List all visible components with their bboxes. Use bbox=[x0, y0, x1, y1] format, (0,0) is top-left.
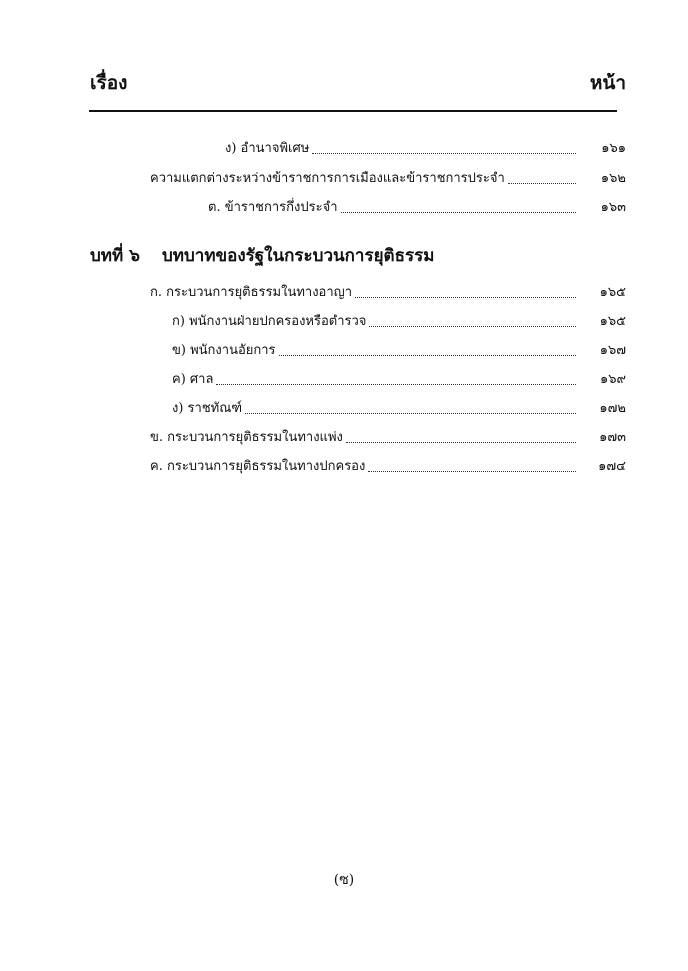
chapter-title: บทบาทของรัฐในกระบวนการยุติธรรม bbox=[162, 246, 435, 266]
toc-entry-page: ๑๗๔ bbox=[598, 459, 626, 474]
header-page-label: หน้า bbox=[589, 72, 626, 94]
dot-leader bbox=[245, 413, 576, 414]
chapter-heading bbox=[90, 243, 434, 269]
toc-entry-page: ๑๖๕ bbox=[599, 285, 626, 300]
toc-entry-label: ข) พนักงานอัยการ bbox=[172, 343, 276, 358]
header-divider bbox=[89, 110, 617, 112]
dot-leader bbox=[279, 355, 576, 356]
dot-leader bbox=[346, 442, 576, 443]
toc-entry-label: ค) ศาล bbox=[172, 372, 214, 387]
toc-entry-label: ง) ราชทัณฑ์ bbox=[172, 401, 243, 416]
dot-leader bbox=[341, 212, 576, 213]
dot-leader bbox=[369, 326, 576, 327]
toc-entry-label: ก. กระบวนการยุติธรรมในทางอาญา bbox=[150, 285, 353, 300]
toc-entry-page: ๑๖๑ bbox=[601, 141, 626, 156]
toc-entry bbox=[150, 166, 626, 188]
dot-leader bbox=[355, 297, 576, 298]
toc-entry-label: ค. กระบวนการยุติธรรมในทางปกครอง bbox=[150, 459, 366, 474]
toc-entry bbox=[150, 425, 626, 447]
header-subject-label: เรื่อง bbox=[90, 72, 128, 94]
toc-entry bbox=[172, 309, 626, 331]
toc-entry-page: ๑๖๒ bbox=[600, 171, 626, 186]
dot-leader bbox=[216, 384, 576, 385]
toc-entry bbox=[225, 136, 626, 158]
chapter-number: บทที่ ๖ bbox=[90, 246, 140, 266]
toc-entry bbox=[172, 338, 626, 360]
toc-entry-page: ๑๖๕ bbox=[599, 314, 626, 329]
toc-entry-page: ๑๗๒ bbox=[599, 401, 626, 416]
toc-entry bbox=[172, 396, 626, 418]
toc-entry-label: ก) พนักงานฝ่ายปกครองหรือตำรวจ bbox=[172, 314, 367, 329]
toc-entry-page: ๑๗๓ bbox=[599, 430, 626, 445]
toc-entry-page: ๑๖๗ bbox=[599, 343, 626, 358]
toc-entry-page: ๑๖๙ bbox=[599, 372, 626, 387]
dot-leader bbox=[312, 153, 576, 154]
page-number: (ซ) bbox=[333, 872, 355, 888]
toc-entry-label: ง) อำนาจพิเศษ bbox=[225, 141, 310, 156]
dot-leader bbox=[508, 183, 576, 184]
toc-entry bbox=[150, 454, 626, 476]
toc-entry bbox=[150, 280, 626, 302]
toc-entry-label: ข. กระบวนการยุติธรรมในทางแพ่ง bbox=[150, 430, 343, 445]
toc-entry bbox=[172, 367, 626, 389]
toc-entry-page: ๑๖๓ bbox=[600, 200, 626, 215]
toc-entry bbox=[208, 195, 626, 217]
dot-leader bbox=[368, 471, 576, 472]
toc-entry-label: ต. ข้าราชการกึ่งประจำ bbox=[208, 200, 338, 215]
toc-entry-label: ความแตกต่างระหว่างข้าราชการการเมืองและข้าราชการประจำ bbox=[150, 171, 505, 186]
